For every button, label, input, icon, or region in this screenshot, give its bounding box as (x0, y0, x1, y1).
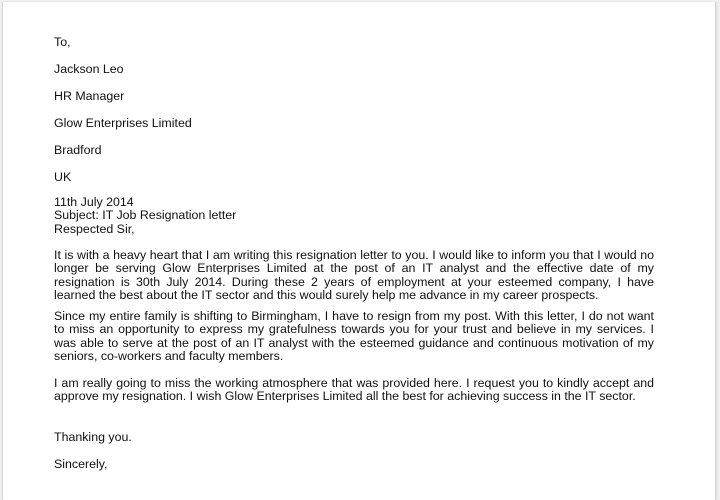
letter-date: 11th July 2014 (54, 195, 134, 209)
salutation-to: To, (54, 35, 71, 49)
paragraph-3: I am really going to miss the working atmosphere that was provided here. I request you to kindly accept and approve my resignation. I wish Glow Enterprises Limited all the best for achieving success in the IT sector. (54, 376, 654, 404)
letter-greeting: Respected Sir, (54, 222, 135, 236)
document-page (2, 2, 716, 500)
recipient-country: UK (54, 170, 72, 184)
paragraph-1: It is with a heavy heart that I am writing this resignation letter to you. I would like to inform you that I would no longer be serving Glow Enterprises Limited at the post of an IT analyst and the effective date of my resignation is 30th July 2014. During these 2 years of employment at your esteemed company, I have learned the best about the IT sector and this would surely help me advance in my career prospects. (54, 248, 654, 303)
thanks-line: Thanking you. (54, 430, 132, 444)
recipient-title: HR Manager (54, 89, 125, 103)
paragraph-2: Since my entire family is shifting to Birmingham, I have to resign from my post. With this letter, I do not want to miss an opportunity to express my gratefulness towards you for your trust and believe in my services. I was able to serve at the post of an IT analyst with the esteemed guidance and continuous motivation of my seniors, co-workers and faculty members. (54, 309, 654, 364)
closing-line: Sincerely, (54, 457, 108, 471)
recipient-city: Bradford (54, 143, 102, 157)
recipient-company: Glow Enterprises Limited (54, 116, 192, 130)
letter-subject: Subject: IT Job Resignation letter (54, 208, 237, 222)
recipient-name: Jackson Leo (54, 62, 124, 76)
